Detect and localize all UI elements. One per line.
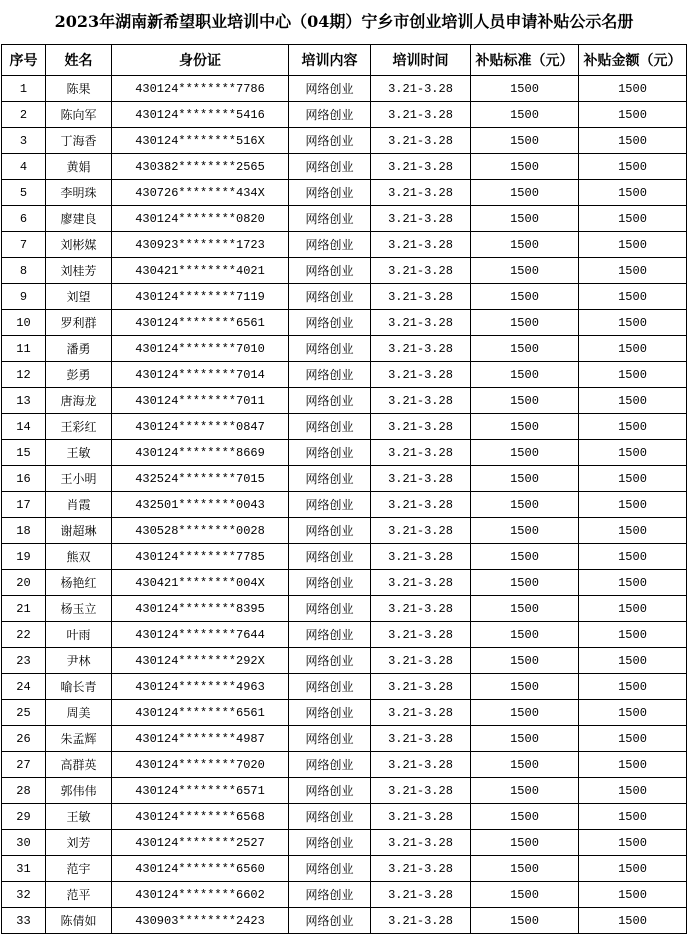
cell-id-number: 430124********4963 (112, 674, 289, 700)
cell-id-number: 432501********0043 (112, 492, 289, 518)
cell-training-time: 3.21-3.28 (371, 518, 471, 544)
table-row (2, 726, 687, 752)
table-row (2, 492, 687, 518)
cell-name: 周美 (46, 700, 112, 726)
cell-name: 朱孟辉 (46, 726, 112, 752)
cell-name: 唐海龙 (46, 388, 112, 414)
cell-subsidy-standard: 1500 (471, 544, 579, 570)
cell-training-content: 网络创业 (289, 622, 371, 648)
cell-training-content: 网络创业 (289, 674, 371, 700)
cell-subsidy-amount: 1500 (579, 518, 687, 544)
cell-id-number: 430726********434X (112, 180, 289, 206)
cell-index: 3 (2, 128, 46, 154)
cell-index: 9 (2, 284, 46, 310)
cell-name: 熊双 (46, 544, 112, 570)
cell-training-content: 网络创业 (289, 284, 371, 310)
cell-subsidy-amount: 1500 (579, 856, 687, 882)
cell-name: 潘勇 (46, 336, 112, 362)
cell-index: 29 (2, 804, 46, 830)
cell-id-number: 430124********0820 (112, 206, 289, 232)
cell-subsidy-standard: 1500 (471, 726, 579, 752)
header-training-content: 培训内容 (289, 45, 371, 76)
table-row (2, 440, 687, 466)
cell-subsidy-standard: 1500 (471, 622, 579, 648)
cell-name: 尹林 (46, 648, 112, 674)
cell-id-number: 430124********5416 (112, 102, 289, 128)
table-row (2, 648, 687, 674)
cell-subsidy-amount: 1500 (579, 622, 687, 648)
cell-training-content: 网络创业 (289, 362, 371, 388)
cell-subsidy-amount: 1500 (579, 336, 687, 362)
cell-index: 27 (2, 752, 46, 778)
cell-training-time: 3.21-3.28 (371, 492, 471, 518)
table-row (2, 908, 687, 934)
cell-subsidy-standard: 1500 (471, 908, 579, 934)
table-row (2, 544, 687, 570)
cell-id-number: 430124********2527 (112, 830, 289, 856)
cell-training-content: 网络创业 (289, 726, 371, 752)
header-name: 姓名 (46, 45, 112, 76)
cell-id-number: 430421********004X (112, 570, 289, 596)
cell-training-content: 网络创业 (289, 336, 371, 362)
cell-subsidy-amount: 1500 (579, 778, 687, 804)
cell-training-content: 网络创业 (289, 414, 371, 440)
cell-subsidy-standard: 1500 (471, 778, 579, 804)
cell-index: 4 (2, 154, 46, 180)
cell-name: 廖建良 (46, 206, 112, 232)
cell-subsidy-amount: 1500 (579, 882, 687, 908)
cell-subsidy-standard: 1500 (471, 700, 579, 726)
cell-training-time: 3.21-3.28 (371, 258, 471, 284)
cell-name: 刘彬媒 (46, 232, 112, 258)
cell-training-content: 网络创业 (289, 544, 371, 570)
header-subsidy-amount: 补贴金额（元） (579, 45, 687, 76)
cell-subsidy-standard: 1500 (471, 102, 579, 128)
cell-index: 16 (2, 466, 46, 492)
table-row (2, 570, 687, 596)
cell-subsidy-amount: 1500 (579, 700, 687, 726)
cell-training-content: 网络创业 (289, 492, 371, 518)
table-row (2, 778, 687, 804)
header-id-number: 身份证 (112, 45, 289, 76)
cell-training-time: 3.21-3.28 (371, 154, 471, 180)
cell-id-number: 430528********0028 (112, 518, 289, 544)
cell-index: 10 (2, 310, 46, 336)
cell-id-number: 430124********7010 (112, 336, 289, 362)
table-row (2, 466, 687, 492)
cell-name: 杨艳红 (46, 570, 112, 596)
table-row (2, 102, 687, 128)
cell-name: 范平 (46, 882, 112, 908)
cell-training-content: 网络创业 (289, 570, 371, 596)
cell-subsidy-standard: 1500 (471, 232, 579, 258)
cell-training-content: 网络创业 (289, 388, 371, 414)
cell-id-number: 430124********7786 (112, 76, 289, 102)
cell-name: 丁海香 (46, 128, 112, 154)
cell-subsidy-amount: 1500 (579, 76, 687, 102)
cell-index: 22 (2, 622, 46, 648)
cell-id-number: 430124********7011 (112, 388, 289, 414)
cell-name: 刘桂芳 (46, 258, 112, 284)
cell-training-time: 3.21-3.28 (371, 856, 471, 882)
cell-id-number: 430124********8669 (112, 440, 289, 466)
cell-subsidy-amount: 1500 (579, 388, 687, 414)
cell-training-content: 网络创业 (289, 648, 371, 674)
table-row (2, 700, 687, 726)
cell-training-time: 3.21-3.28 (371, 414, 471, 440)
cell-index: 25 (2, 700, 46, 726)
table-header (2, 45, 687, 76)
cell-training-time: 3.21-3.28 (371, 232, 471, 258)
cell-subsidy-standard: 1500 (471, 206, 579, 232)
cell-training-time: 3.21-3.28 (371, 804, 471, 830)
cell-name: 王小明 (46, 466, 112, 492)
table-row (2, 336, 687, 362)
cell-subsidy-amount: 1500 (579, 180, 687, 206)
cell-index: 21 (2, 596, 46, 622)
cell-subsidy-amount: 1500 (579, 726, 687, 752)
cell-training-content: 网络创业 (289, 180, 371, 206)
cell-name: 刘望 (46, 284, 112, 310)
cell-name: 高群英 (46, 752, 112, 778)
cell-subsidy-standard: 1500 (471, 648, 579, 674)
cell-subsidy-amount: 1500 (579, 362, 687, 388)
header-row (2, 45, 687, 76)
cell-id-number: 430903********2423 (112, 908, 289, 934)
cell-training-time: 3.21-3.28 (371, 726, 471, 752)
cell-subsidy-standard: 1500 (471, 310, 579, 336)
cell-id-number: 430124********6561 (112, 700, 289, 726)
cell-index: 31 (2, 856, 46, 882)
cell-training-content: 网络创业 (289, 882, 371, 908)
cell-id-number: 430124********7014 (112, 362, 289, 388)
cell-id-number: 430124********6568 (112, 804, 289, 830)
cell-training-content: 网络创业 (289, 830, 371, 856)
cell-training-time: 3.21-3.28 (371, 362, 471, 388)
cell-training-content: 网络创业 (289, 908, 371, 934)
cell-id-number: 430124********7020 (112, 752, 289, 778)
cell-id-number: 430124********4987 (112, 726, 289, 752)
cell-id-number: 430124********516X (112, 128, 289, 154)
cell-index: 30 (2, 830, 46, 856)
cell-training-time: 3.21-3.28 (371, 778, 471, 804)
cell-training-content: 网络创业 (289, 102, 371, 128)
cell-name: 李明珠 (46, 180, 112, 206)
cell-subsidy-standard: 1500 (471, 570, 579, 596)
cell-subsidy-standard: 1500 (471, 180, 579, 206)
cell-subsidy-standard: 1500 (471, 466, 579, 492)
cell-training-content: 网络创业 (289, 76, 371, 102)
cell-name: 郭伟伟 (46, 778, 112, 804)
cell-subsidy-standard: 1500 (471, 856, 579, 882)
cell-subsidy-amount: 1500 (579, 492, 687, 518)
cell-subsidy-amount: 1500 (579, 232, 687, 258)
cell-subsidy-standard: 1500 (471, 414, 579, 440)
cell-name: 陈向军 (46, 102, 112, 128)
cell-subsidy-standard: 1500 (471, 882, 579, 908)
cell-index: 18 (2, 518, 46, 544)
table-row (2, 518, 687, 544)
table-row (2, 674, 687, 700)
cell-name: 叶雨 (46, 622, 112, 648)
cell-subsidy-standard: 1500 (471, 362, 579, 388)
cell-name: 黄娟 (46, 154, 112, 180)
cell-training-content: 网络创业 (289, 232, 371, 258)
table-row (2, 752, 687, 778)
cell-training-time: 3.21-3.28 (371, 830, 471, 856)
cell-training-content: 网络创业 (289, 206, 371, 232)
cell-subsidy-amount: 1500 (579, 752, 687, 778)
cell-subsidy-standard: 1500 (471, 674, 579, 700)
cell-id-number: 430124********6602 (112, 882, 289, 908)
cell-subsidy-amount: 1500 (579, 804, 687, 830)
cell-training-time: 3.21-3.28 (371, 544, 471, 570)
cell-index: 8 (2, 258, 46, 284)
cell-id-number: 430923********1723 (112, 232, 289, 258)
table-body (2, 76, 687, 934)
cell-index: 28 (2, 778, 46, 804)
table-row (2, 206, 687, 232)
cell-training-time: 3.21-3.28 (371, 128, 471, 154)
cell-name: 范宇 (46, 856, 112, 882)
cell-subsidy-amount: 1500 (579, 596, 687, 622)
cell-training-time: 3.21-3.28 (371, 388, 471, 414)
cell-training-time: 3.21-3.28 (371, 674, 471, 700)
table-row (2, 830, 687, 856)
cell-training-content: 网络创业 (289, 700, 371, 726)
cell-subsidy-amount: 1500 (579, 206, 687, 232)
table-row (2, 128, 687, 154)
cell-id-number: 430124********7785 (112, 544, 289, 570)
cell-training-content: 网络创业 (289, 752, 371, 778)
table-row (2, 388, 687, 414)
cell-subsidy-standard: 1500 (471, 440, 579, 466)
cell-subsidy-standard: 1500 (471, 830, 579, 856)
cell-subsidy-amount: 1500 (579, 310, 687, 336)
cell-index: 33 (2, 908, 46, 934)
cell-id-number: 430124********0847 (112, 414, 289, 440)
table-row (2, 414, 687, 440)
cell-index: 20 (2, 570, 46, 596)
cell-index: 32 (2, 882, 46, 908)
cell-subsidy-standard: 1500 (471, 518, 579, 544)
cell-name: 杨玉立 (46, 596, 112, 622)
cell-training-time: 3.21-3.28 (371, 76, 471, 102)
cell-id-number: 430124********7119 (112, 284, 289, 310)
cell-subsidy-standard: 1500 (471, 76, 579, 102)
cell-training-time: 3.21-3.28 (371, 752, 471, 778)
cell-training-time: 3.21-3.28 (371, 180, 471, 206)
table-row (2, 258, 687, 284)
cell-subsidy-standard: 1500 (471, 336, 579, 362)
cell-subsidy-amount: 1500 (579, 544, 687, 570)
cell-subsidy-amount: 1500 (579, 830, 687, 856)
cell-index: 2 (2, 102, 46, 128)
cell-subsidy-standard: 1500 (471, 804, 579, 830)
cell-subsidy-standard: 1500 (471, 596, 579, 622)
cell-training-content: 网络创业 (289, 128, 371, 154)
cell-subsidy-amount: 1500 (579, 440, 687, 466)
cell-subsidy-amount: 1500 (579, 570, 687, 596)
cell-subsidy-amount: 1500 (579, 154, 687, 180)
cell-training-content: 网络创业 (289, 778, 371, 804)
cell-subsidy-standard: 1500 (471, 388, 579, 414)
cell-subsidy-amount: 1500 (579, 674, 687, 700)
header-index: 序号 (2, 45, 46, 76)
cell-subsidy-amount: 1500 (579, 128, 687, 154)
cell-name: 王敏 (46, 440, 112, 466)
table-row (2, 856, 687, 882)
cell-name: 王彩红 (46, 414, 112, 440)
cell-training-time: 3.21-3.28 (371, 284, 471, 310)
table-row (2, 232, 687, 258)
cell-name: 喻长青 (46, 674, 112, 700)
table-row (2, 284, 687, 310)
cell-training-content: 网络创业 (289, 258, 371, 284)
cell-training-content: 网络创业 (289, 518, 371, 544)
cell-training-time: 3.21-3.28 (371, 908, 471, 934)
cell-training-time: 3.21-3.28 (371, 700, 471, 726)
cell-name: 谢超琳 (46, 518, 112, 544)
cell-name: 彭勇 (46, 362, 112, 388)
cell-training-content: 网络创业 (289, 466, 371, 492)
cell-index: 14 (2, 414, 46, 440)
cell-name: 刘芳 (46, 830, 112, 856)
cell-training-time: 3.21-3.28 (371, 310, 471, 336)
cell-training-time: 3.21-3.28 (371, 622, 471, 648)
cell-index: 7 (2, 232, 46, 258)
cell-subsidy-standard: 1500 (471, 128, 579, 154)
cell-id-number: 430124********6561 (112, 310, 289, 336)
table-row (2, 154, 687, 180)
table-row (2, 180, 687, 206)
cell-training-time: 3.21-3.28 (371, 336, 471, 362)
cell-subsidy-amount: 1500 (579, 102, 687, 128)
cell-subsidy-amount: 1500 (579, 284, 687, 310)
cell-training-content: 网络创业 (289, 804, 371, 830)
cell-subsidy-amount: 1500 (579, 908, 687, 934)
table-row (2, 596, 687, 622)
cell-index: 23 (2, 648, 46, 674)
table-row (2, 882, 687, 908)
cell-id-number: 430124********7644 (112, 622, 289, 648)
cell-training-time: 3.21-3.28 (371, 206, 471, 232)
cell-subsidy-amount: 1500 (579, 414, 687, 440)
cell-name: 肖霞 (46, 492, 112, 518)
cell-training-content: 网络创业 (289, 154, 371, 180)
cell-subsidy-amount: 1500 (579, 648, 687, 674)
cell-subsidy-standard: 1500 (471, 258, 579, 284)
subsidy-table (1, 44, 687, 934)
cell-id-number: 430124********6560 (112, 856, 289, 882)
header-subsidy-standard: 补贴标准（元） (471, 45, 579, 76)
cell-id-number: 430382********2565 (112, 154, 289, 180)
table-row (2, 362, 687, 388)
table-row (2, 310, 687, 336)
table-row (2, 76, 687, 102)
cell-subsidy-standard: 1500 (471, 492, 579, 518)
document-title: 2023年湖南新希望职业培训中心（04期）宁乡市创业培训人员申请补贴公示名册 (54, 12, 634, 31)
cell-subsidy-standard: 1500 (471, 154, 579, 180)
header-training-time: 培训时间 (371, 45, 471, 76)
cell-index: 6 (2, 206, 46, 232)
cell-index: 5 (2, 180, 46, 206)
cell-name: 罗利群 (46, 310, 112, 336)
cell-training-time: 3.21-3.28 (371, 440, 471, 466)
cell-training-time: 3.21-3.28 (371, 102, 471, 128)
cell-training-time: 3.21-3.28 (371, 466, 471, 492)
cell-training-content: 网络创业 (289, 856, 371, 882)
cell-training-time: 3.21-3.28 (371, 882, 471, 908)
cell-subsidy-standard: 1500 (471, 284, 579, 310)
cell-training-time: 3.21-3.28 (371, 570, 471, 596)
cell-training-time: 3.21-3.28 (371, 596, 471, 622)
cell-id-number: 430421********4021 (112, 258, 289, 284)
table-row (2, 622, 687, 648)
cell-index: 26 (2, 726, 46, 752)
cell-index: 15 (2, 440, 46, 466)
cell-index: 11 (2, 336, 46, 362)
cell-id-number: 432524********7015 (112, 466, 289, 492)
cell-id-number: 430124********292X (112, 648, 289, 674)
cell-index: 1 (2, 76, 46, 102)
cell-subsidy-standard: 1500 (471, 752, 579, 778)
cell-training-content: 网络创业 (289, 596, 371, 622)
cell-index: 19 (2, 544, 46, 570)
cell-name: 王敏 (46, 804, 112, 830)
cell-training-content: 网络创业 (289, 310, 371, 336)
cell-index: 17 (2, 492, 46, 518)
cell-id-number: 430124********6571 (112, 778, 289, 804)
cell-name: 陈果 (46, 76, 112, 102)
cell-training-content: 网络创业 (289, 440, 371, 466)
cell-name: 陈倩如 (46, 908, 112, 934)
cell-subsidy-amount: 1500 (579, 258, 687, 284)
cell-id-number: 430124********8395 (112, 596, 289, 622)
table-row (2, 804, 687, 830)
cell-training-time: 3.21-3.28 (371, 648, 471, 674)
cell-index: 12 (2, 362, 46, 388)
cell-subsidy-amount: 1500 (579, 466, 687, 492)
cell-index: 24 (2, 674, 46, 700)
cell-index: 13 (2, 388, 46, 414)
